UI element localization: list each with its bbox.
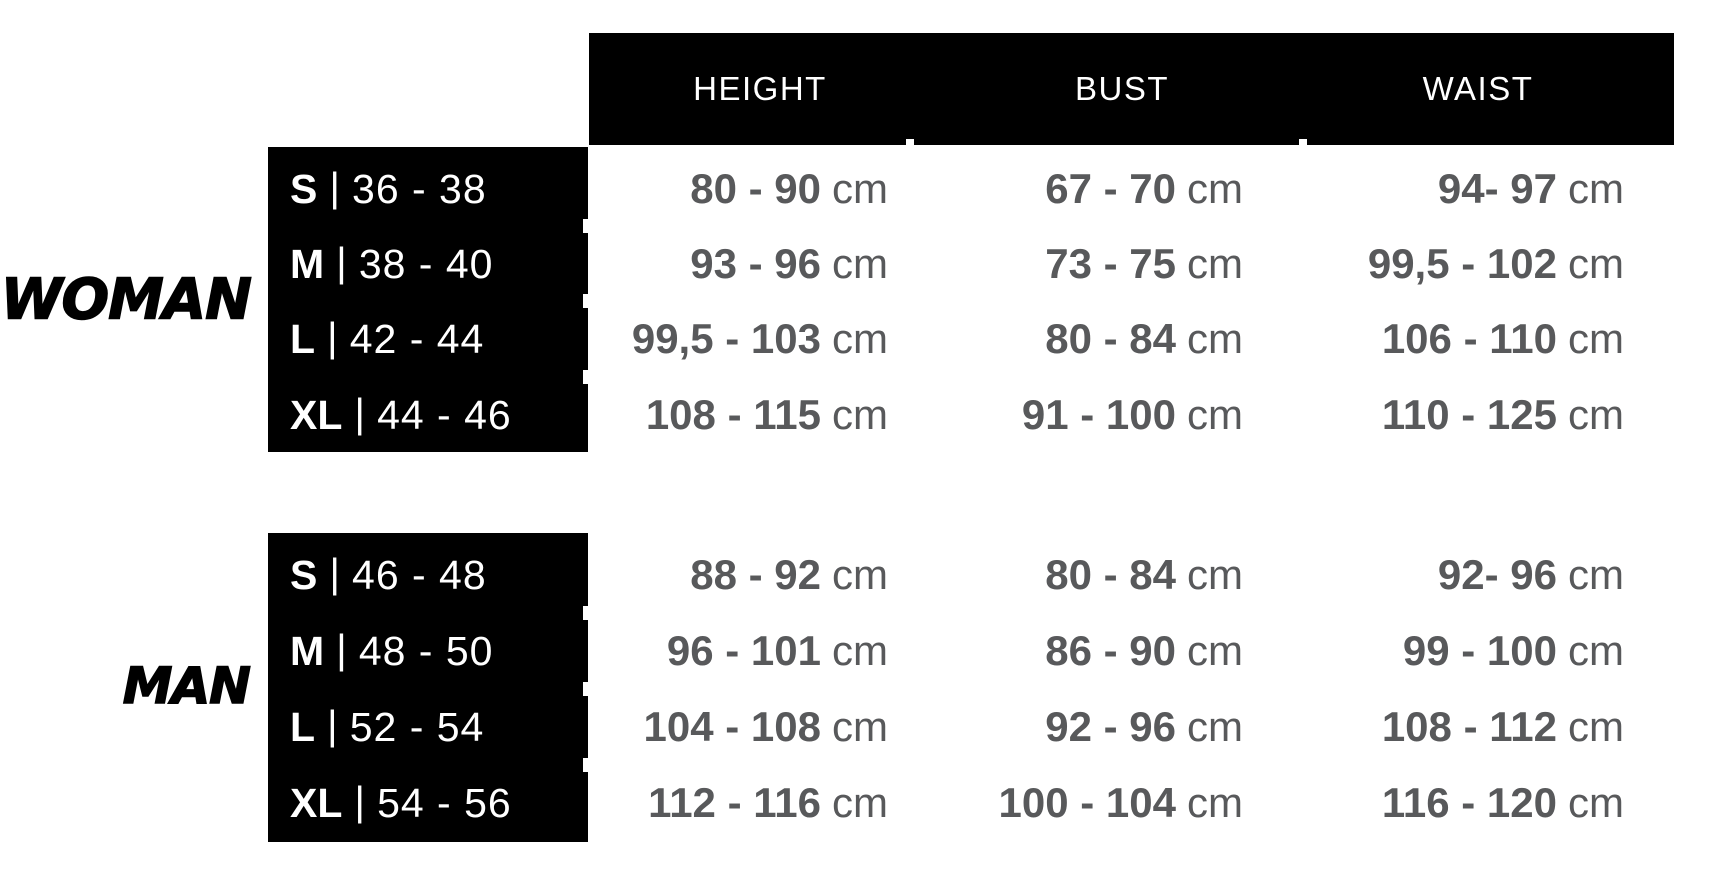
size-letter: XL xyxy=(290,392,343,438)
size-range: 48 - 50 xyxy=(358,628,494,674)
size-letter: M xyxy=(290,628,325,674)
woman-xl-bust-cell xyxy=(1022,390,1243,440)
measurement-value: 104 - 108 xyxy=(643,703,821,750)
measurement-value: 108 - 112 xyxy=(1381,703,1557,750)
size-separator: | xyxy=(336,239,347,285)
measurement-value: 91 - 100 xyxy=(1021,391,1176,438)
measurement-value: 86 - 90 xyxy=(1045,627,1176,674)
man-label: MAN xyxy=(122,657,250,715)
size-cell-divider xyxy=(583,758,589,772)
woman-label: WOMAN xyxy=(0,267,251,333)
size-letter: S xyxy=(290,552,318,598)
measurement-unit: cm xyxy=(1568,551,1624,598)
measurement-unit: cm xyxy=(1568,627,1624,674)
man-m-height-cell xyxy=(667,626,888,676)
woman-size-row-m xyxy=(290,239,493,289)
measurement-unit: cm xyxy=(1187,551,1243,598)
measurement-unit: cm xyxy=(1568,703,1624,750)
man-size-row-m xyxy=(290,626,493,676)
measurement-value: 110 - 125 xyxy=(1381,391,1557,438)
size-letter: S xyxy=(290,166,318,212)
measurement-unit: cm xyxy=(832,551,888,598)
measurement-unit: cm xyxy=(1187,165,1243,212)
measurement-unit: cm xyxy=(1187,391,1243,438)
measurement-value: 99,5 - 102 xyxy=(1367,240,1557,287)
man-xl-waist-cell xyxy=(1382,778,1624,828)
measurement-unit: cm xyxy=(832,703,888,750)
woman-size-row-s xyxy=(290,164,487,214)
measurement-value: 112 - 116 xyxy=(648,779,821,826)
man-size-row-l xyxy=(290,702,484,752)
woman-l-waist-cell xyxy=(1382,314,1624,364)
measurement-unit: cm xyxy=(832,315,888,362)
size-separator: | xyxy=(327,314,338,360)
man-l-waist-cell xyxy=(1382,702,1624,752)
man-l-bust-cell xyxy=(1045,702,1243,752)
measurement-value: 92 - 96 xyxy=(1045,703,1176,750)
measurement-value: 108 - 115 xyxy=(645,391,821,438)
measurement-unit: cm xyxy=(832,391,888,438)
measurement-value: 100 - 104 xyxy=(998,779,1176,826)
size-separator: | xyxy=(329,164,341,210)
size-letter: L xyxy=(290,316,316,362)
man-size-row-s xyxy=(290,550,487,600)
size-separator: | xyxy=(329,550,341,596)
man-s-waist-cell xyxy=(1438,550,1624,600)
size-letter: M xyxy=(290,241,325,287)
measurement-value: 67 - 70 xyxy=(1045,165,1176,212)
size-letter: XL xyxy=(290,780,343,826)
measurement-unit: cm xyxy=(1187,627,1243,674)
size-range: 38 - 40 xyxy=(358,241,494,287)
size-cell-divider xyxy=(583,606,589,620)
man-m-bust-cell xyxy=(1045,626,1243,676)
size-separator: | xyxy=(336,626,347,672)
measurement-unit: cm xyxy=(1187,240,1243,287)
measurement-value: 99,5 - 103 xyxy=(631,315,821,362)
measurement-value: 92- 96 xyxy=(1437,551,1557,598)
measurement-unit: cm xyxy=(832,240,888,287)
measurement-value: 80 - 84 xyxy=(1045,315,1176,362)
size-cell-divider xyxy=(583,370,589,384)
column-header-bust: BUST xyxy=(1074,70,1170,107)
woman-xl-waist-cell xyxy=(1382,390,1624,440)
measurement-value: 94- 97 xyxy=(1437,165,1557,212)
man-xl-bust-cell xyxy=(999,778,1243,828)
woman-size-row-xl xyxy=(290,390,512,440)
size-separator: | xyxy=(327,702,338,748)
measurement-unit: cm xyxy=(832,627,888,674)
size-range: 46 - 48 xyxy=(352,552,487,598)
woman-m-waist-cell xyxy=(1368,239,1624,289)
measurement-value: 80 - 84 xyxy=(1045,551,1176,598)
table-header-bar xyxy=(589,33,1674,145)
man-size-row-xl xyxy=(290,778,512,828)
size-separator: | xyxy=(354,390,366,436)
woman-m-bust-cell xyxy=(1045,239,1243,289)
measurement-value: 80 - 90 xyxy=(690,165,821,212)
size-separator: | xyxy=(354,778,366,824)
size-range: 36 - 38 xyxy=(352,166,487,212)
column-header-waist: WAIST xyxy=(1422,70,1534,107)
measurement-unit: cm xyxy=(1187,315,1243,362)
size-cell-divider xyxy=(583,219,589,233)
measurement-unit: cm xyxy=(1568,391,1624,438)
measurement-unit: cm xyxy=(1187,779,1243,826)
measurement-unit: cm xyxy=(832,779,888,826)
woman-size-row-l xyxy=(290,314,484,364)
size-range: 54 - 56 xyxy=(377,780,512,826)
size-range: 52 - 54 xyxy=(349,704,485,750)
woman-s-waist-cell xyxy=(1438,164,1624,214)
measurement-unit: cm xyxy=(1568,315,1624,362)
measurement-value: 93 - 96 xyxy=(690,240,821,287)
man-s-bust-cell xyxy=(1045,550,1243,600)
measurement-value: 96 - 101 xyxy=(666,627,821,674)
header-cell-divider xyxy=(906,139,914,147)
measurement-unit: cm xyxy=(832,165,888,212)
column-header-height: HEIGHT xyxy=(693,70,827,107)
size-cell-divider xyxy=(583,294,589,308)
man-s-height-cell xyxy=(690,550,888,600)
man-l-height-cell xyxy=(644,702,888,752)
size-range: 44 - 46 xyxy=(377,392,512,438)
size-cell-divider xyxy=(583,682,589,696)
woman-l-height-cell xyxy=(632,314,888,364)
measurement-value: 88 - 92 xyxy=(690,551,821,598)
woman-s-bust-cell xyxy=(1045,164,1243,214)
man-xl-height-cell xyxy=(648,778,888,828)
measurement-unit: cm xyxy=(1568,165,1624,212)
woman-xl-height-cell xyxy=(646,390,888,440)
woman-s-height-cell xyxy=(690,164,888,214)
measurement-unit: cm xyxy=(1187,703,1243,750)
header-cell-divider xyxy=(1299,139,1307,147)
measurement-value: 116 - 120 xyxy=(1381,779,1557,826)
woman-l-bust-cell xyxy=(1045,314,1243,364)
size-range: 42 - 44 xyxy=(349,316,485,362)
measurement-value: 99 - 100 xyxy=(1402,627,1557,674)
measurement-unit: cm xyxy=(1568,779,1624,826)
size-letter: L xyxy=(290,704,316,750)
measurement-value: 73 - 75 xyxy=(1045,240,1176,287)
man-m-waist-cell xyxy=(1403,626,1624,676)
woman-m-height-cell xyxy=(690,239,888,289)
measurement-unit: cm xyxy=(1568,240,1624,287)
measurement-value: 106 - 110 xyxy=(1381,315,1557,362)
